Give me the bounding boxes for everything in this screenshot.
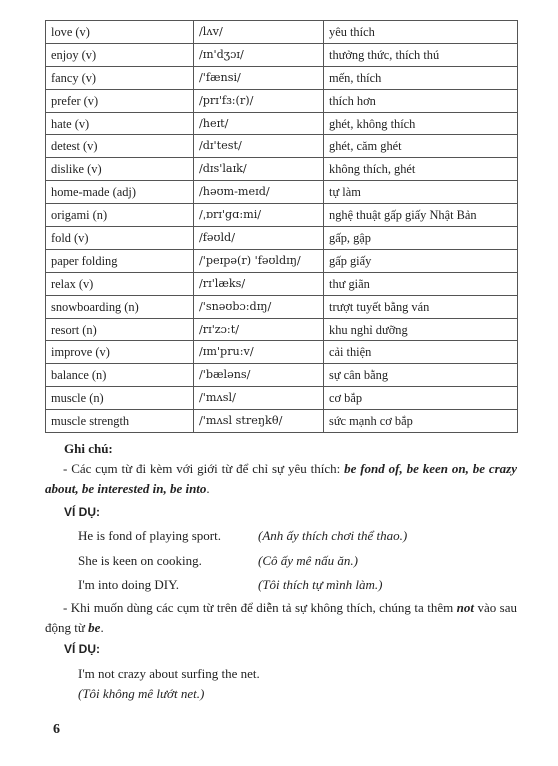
vocab-ipa: /həʊm-meɪd/ (194, 181, 324, 204)
note-paragraph-1 (45, 459, 517, 498)
vocab-word: love (v) (46, 21, 194, 44)
vocab-ipa: /'bæləns/ (194, 364, 324, 387)
example-english: She is keen on cooking. (78, 553, 202, 568)
note-text-1: - Các cụm từ đi kèm với giới từ để chỉ sự yêu thích: (63, 461, 345, 476)
vocab-row (46, 135, 518, 158)
example-2-vietnamese: (Tôi không mê lướt net.) (78, 686, 205, 701)
vocab-ipa: /dɪ'test/ (194, 135, 324, 158)
vocab-meaning: cơ bắp (324, 387, 518, 410)
vocab-meaning: thư giãn (324, 272, 518, 295)
note-be: be (88, 619, 101, 635)
vocab-word: enjoy (v) (46, 43, 194, 66)
vocab-meaning: sức mạnh cơ bắp (324, 410, 518, 433)
vocab-meaning: yêu thích (324, 21, 518, 44)
vocab-row (46, 227, 518, 250)
vocab-word: origami (n) (46, 204, 194, 227)
example-english: I'm into doing DIY. (78, 577, 180, 592)
note-end-1: . (206, 480, 210, 496)
example-vietnamese: (Tôi thích tự mình làm.) (258, 577, 383, 592)
example-english: He is fond of playing sport. (78, 528, 221, 543)
note-phrases: be fond of, be keen on, be crazy about, be interested in, be into (45, 461, 517, 496)
vocab-meaning: cải thiện (324, 341, 518, 364)
vocab-row (46, 158, 518, 181)
vocab-row (46, 318, 518, 341)
vocab-meaning: ghét, không thích (324, 112, 518, 135)
vocab-meaning: ghét, căm ghét (324, 135, 518, 158)
page-number: 6 (53, 722, 60, 737)
vocab-row (46, 181, 518, 204)
vocab-row (46, 112, 518, 135)
example-row (78, 577, 383, 593)
vocab-row (46, 21, 518, 44)
vocab-ipa: /ɪm'pru:v/ (194, 341, 324, 364)
vocab-meaning: nghệ thuật gấp giấy Nhật Bản (324, 204, 518, 227)
vocab-meaning: mến, thích (324, 66, 518, 89)
note-end-2: . (100, 619, 104, 635)
vocab-ipa: /'mʌsl streŋkθ/ (194, 410, 324, 433)
vocab-row (46, 249, 518, 272)
vocab-row (46, 66, 518, 89)
vocabulary-table (45, 20, 518, 433)
vocab-meaning: sự cân bằng (324, 364, 518, 387)
vocab-word: dislike (v) (46, 158, 194, 181)
vocab-ipa: /heɪt/ (194, 112, 324, 135)
vocab-word: fold (v) (46, 227, 194, 250)
vocab-ipa: /'peɪpə(r) 'fəʊldɪŋ/ (194, 249, 324, 272)
note-not: not (456, 600, 474, 615)
vocab-row (46, 364, 518, 387)
vocab-ipa: /'mʌsl/ (194, 387, 324, 410)
vocab-row (46, 43, 518, 66)
vocab-ipa: /ˌɒrɪ'gɑ:mi/ (194, 204, 324, 227)
example-label-2: VÍ DỤ: (64, 642, 100, 656)
note-title: Ghi chú: (64, 441, 113, 456)
vocab-word: muscle strength (46, 410, 194, 433)
vocab-word: relax (v) (46, 272, 194, 295)
vocab-word: balance (n) (46, 364, 194, 387)
vocab-row (46, 387, 518, 410)
vocab-word: paper folding (46, 249, 194, 272)
vocab-meaning: gấp giấy (324, 249, 518, 272)
vocab-ipa: /lʌv/ (194, 21, 324, 44)
vocab-ipa: /'snəʊbɔ:dɪŋ/ (194, 295, 324, 318)
vocab-word: improve (v) (46, 341, 194, 364)
vocab-row (46, 410, 518, 433)
vocab-row (46, 204, 518, 227)
vocab-row (46, 89, 518, 112)
example-2-english: I'm not crazy about surfing the net. (78, 666, 260, 681)
vocab-ipa: /prɪ'fɜ:(r)/ (194, 89, 324, 112)
vocab-meaning: thưởng thức, thích thú (324, 43, 518, 66)
example-vietnamese: (Cô ấy mê nấu ăn.) (258, 553, 359, 568)
vocab-meaning: thích hơn (324, 89, 518, 112)
vocab-word: snowboarding (n) (46, 295, 194, 318)
vocab-word: hate (v) (46, 112, 194, 135)
vocab-meaning: không thích, ghét (324, 158, 518, 181)
vocab-word: prefer (v) (46, 89, 194, 112)
vocab-ipa: /rɪ'zɔ:t/ (194, 318, 324, 341)
vocab-meaning: trượt tuyết bằng ván (324, 295, 518, 318)
note-text-2: - Khi muốn dùng các cụm từ trên để diễn tả sự không thích, chúng ta thêm (63, 600, 457, 615)
note-paragraph-2 (45, 598, 517, 637)
vocab-ipa: /fəʊld/ (194, 227, 324, 250)
vocab-word: resort (n) (46, 318, 194, 341)
vocab-ipa: /dɪs'laɪk/ (194, 158, 324, 181)
example-label-1: VÍ DỤ: (64, 505, 100, 519)
vocab-row (46, 295, 518, 318)
vocab-row (46, 272, 518, 295)
vocab-word: muscle (n) (46, 387, 194, 410)
vocab-meaning: tự làm (324, 181, 518, 204)
vocabulary-table-body (46, 21, 518, 433)
example-row (78, 553, 359, 569)
vocab-word: fancy (v) (46, 66, 194, 89)
vocab-ipa: /'fænsi/ (194, 66, 324, 89)
vocab-word: detest (v) (46, 135, 194, 158)
note-mid-2: vào sau động từ (45, 600, 517, 635)
vocab-ipa: /rɪ'læks/ (194, 272, 324, 295)
vocab-word: home-made (adj) (46, 181, 194, 204)
example-row (78, 528, 408, 544)
vocab-meaning: khu nghỉ dưỡng (324, 318, 518, 341)
vocab-meaning: gấp, gập (324, 227, 518, 250)
vocab-row (46, 341, 518, 364)
vocab-ipa: /ɪn'dʒɔɪ/ (194, 43, 324, 66)
example-vietnamese: (Anh ấy thích chơi thể thao.) (258, 528, 408, 543)
